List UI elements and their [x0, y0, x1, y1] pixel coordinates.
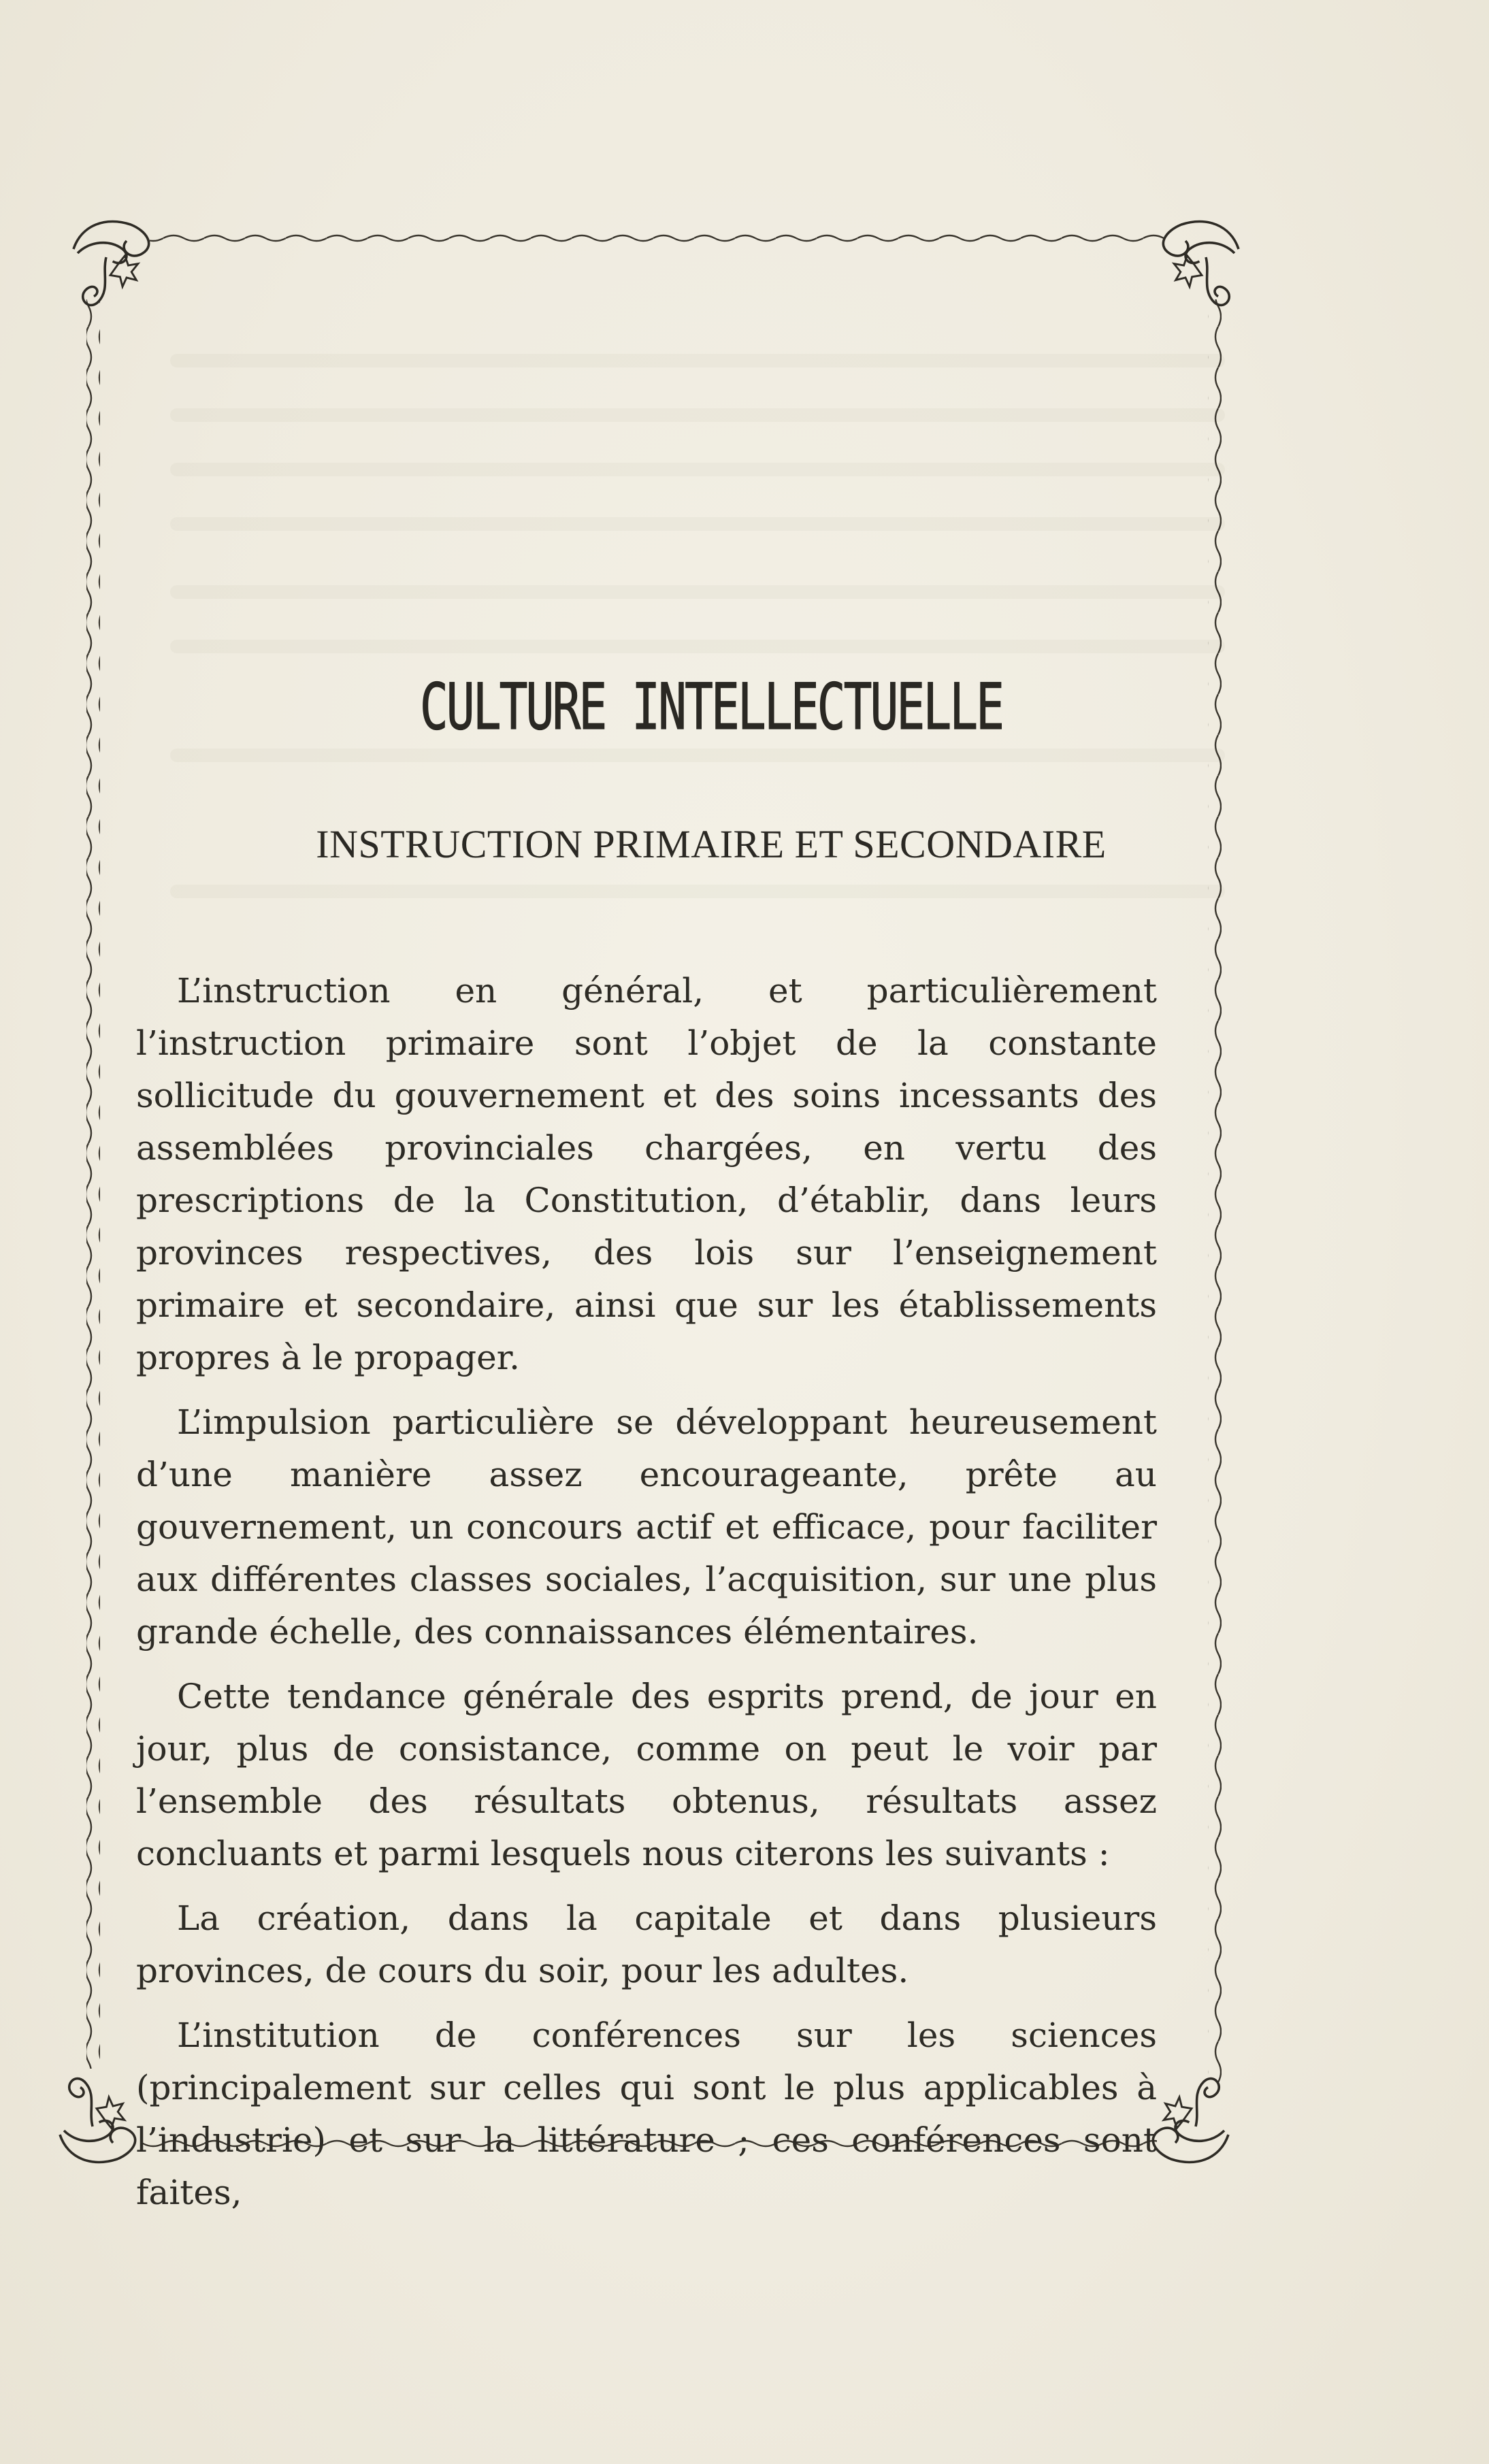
corner-flourish-icon [73, 222, 149, 306]
paragraph: La création, dans la capitale et dans plusieurs provinces, de cours du soir, pour les adultes. [136, 1899, 1157, 1990]
body-text [136, 965, 1157, 2231]
section-subtitle: INSTRUCTION PRIMAIRE ET SECONDAIRE [316, 822, 1107, 866]
paragraph: L’impulsion particulière se développant heureusement d’une manière assez encourageante, prête au gouvernement, un concours actif et efficace, pour faciliter aux différentes classes sociales, l’acquisition, sur une plus grande échelle, des connaissances élémentaires. [136, 1402, 1157, 1652]
page-title: CULTURE INTELLECTUELLE [419, 670, 1003, 744]
corner-flourish-icon [60, 2079, 135, 2163]
paragraph: Cette tendance générale des esprits prend, de jour en jour, plus de consistance, comme on peut le voir par l’ensemble des résultats obtenus, résultats assez concluants et parmi lesquels nous citerons les suivants : [136, 1677, 1157, 1873]
corner-flourish-icon [1153, 2079, 1228, 2163]
paragraph: L’instruction en général, et particulièrement l’instruction primaire sont l’objet de la constante sollicitude du gouvernement et des soins incessants des assemblées provinciales chargées, en vertu des prescriptions de la Constitution, d’établir, dans leurs provinces respectives, des lois sur l’enseignement primaire et secondaire, ainsi que sur les établissements propres à le propager. [136, 971, 1157, 1377]
paragraph: L’institution de conférences sur les sciences (principalement sur celles qui sont le plus applicables à l’industrie) et sur la littérature ; ces conférences sont faites, [136, 2016, 1157, 2212]
corner-flourish-icon [1163, 222, 1239, 306]
